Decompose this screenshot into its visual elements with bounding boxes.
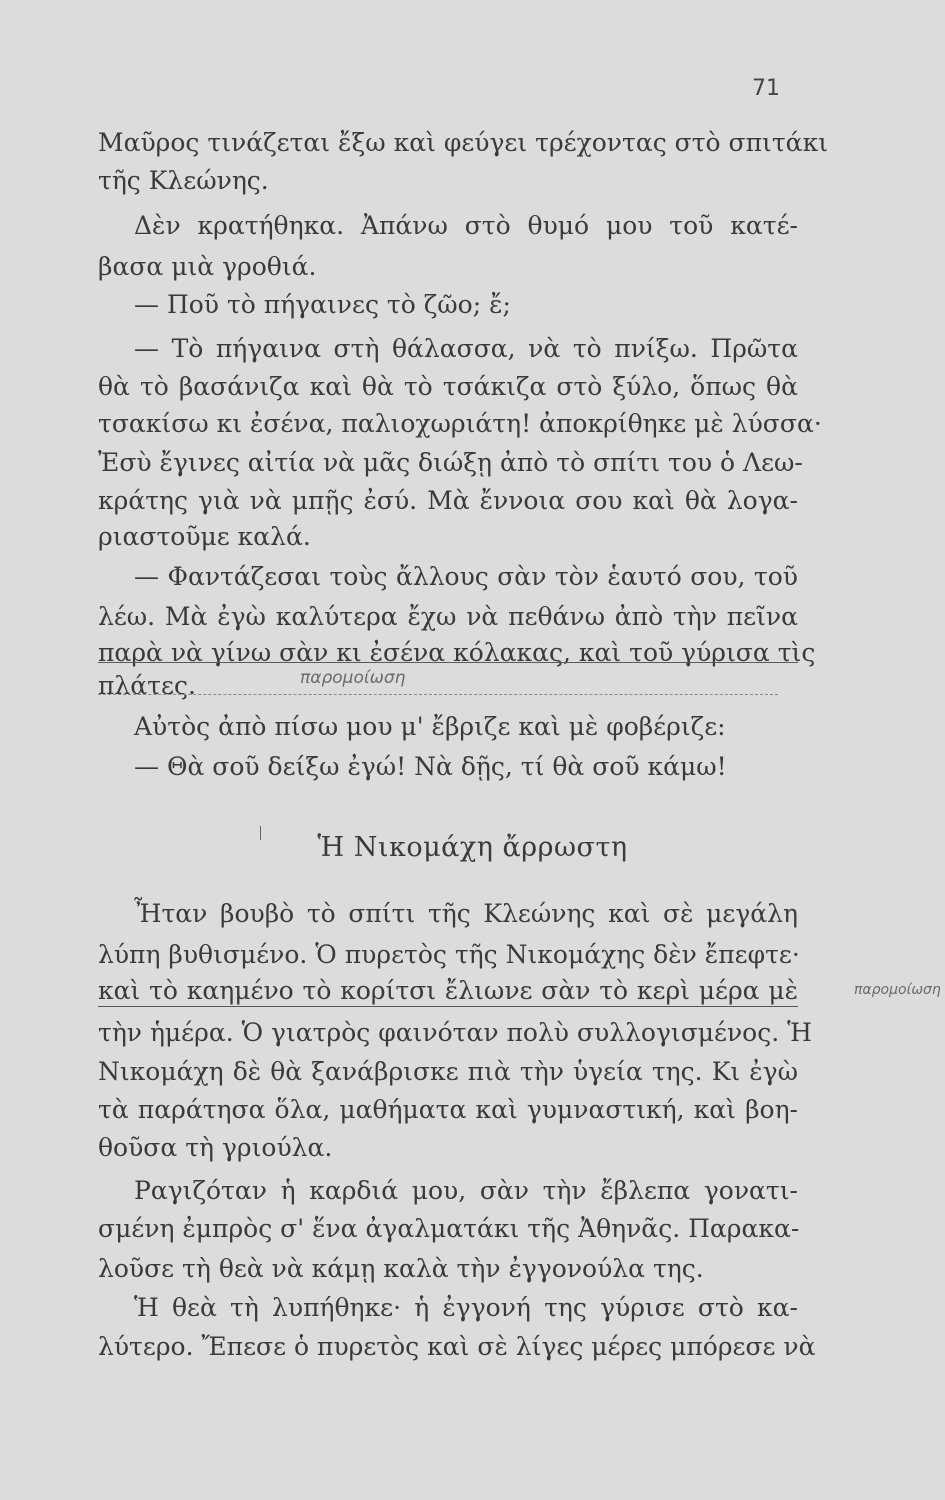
text-line: Μαῦρος τινάζεται ἔξω καὶ φεύγει τρέχοντας στὸ σπιτάκι [98,128,828,157]
text-line: Ραγιζόταν ἡ καρδιά μου, σὰν τὴν ἔβλεπα γονατι- [134,1176,798,1205]
text-line: Ἐσὺ ἔγινες αἰτία νὰ μᾶς διώξῃ ἀπὸ τὸ σπίτι του ὁ Λεω- [98,448,803,477]
text-line: λοῦσε τὴ θεὰ νὰ κάμῃ καλὰ τὴν ἐγγονούλα της. [98,1254,704,1283]
text-line: θὰ τὸ βασάνιζα καὶ θὰ τὸ τσάκιζα στὸ ξύλο, ὅπως θὰ [98,372,798,401]
underline-rule [98,694,778,695]
text-line: κράτης γιὰ νὰ μπῇς ἐσύ. Μὰ ἔννοια σου καὶ θὰ λογα- [98,486,798,515]
text-line: — Τὸ πήγαινα στὴ θάλασσα, νὰ τὸ πνίξω. Πρῶτα [134,334,798,363]
text-line: σμένη ἐμπρὸς σ' ἕνα ἀγαλματάκι τῆς Ἀθηνᾶς. Παρακα- [98,1214,800,1243]
text-line: Ἦταν βουβὸ τὸ σπίτι τῆς Κλεώνης καὶ σὲ μεγάλη [134,899,798,928]
text-line: Νικομάχη δὲ θὰ ξανάβρισκε πιὰ τὴν ὑγεία της. Κι ἐγὼ [98,1057,798,1086]
text-line: Ἡ θεὰ τὴ λυπήθηκε· ἡ ἐγγονή της γύρισε στὸ κα- [134,1293,798,1322]
text-line: τὰ παράτησα ὅλα, μαθήματα καὶ γυμναστική, καὶ βοη- [98,1095,798,1124]
margin-note: παρομοίωση [300,668,406,688]
text-line: Δὲν κρατήθηκα. Ἀπάνω στὸ θυμό μου τοῦ κατέ- [134,211,798,240]
text-line: πλάτες. [98,671,196,700]
text-line: — Ποῦ τὸ πήγαινες τὸ ζῶο; ἔ; [134,290,511,319]
text-line: τσακίσω κι ἐσένα, παλιοχωριάτη! ἀποκρίθηκε μὲ λύσσα· [98,409,822,438]
text-line: τὴν ἡμέρα. Ὁ γιατρὸς φαινόταν πολὺ συλλογισμένος. Ἡ [98,1018,812,1047]
text-line: τῆς Κλεώνης. [98,166,269,195]
text-line: λύτερο. Ἔπεσε ὁ πυρετὸς καὶ σὲ λίγες μέρες μπόρεσε νὰ [98,1332,816,1361]
text-line: λέω. Μὰ ἐγὼ καλύτερα ἔχω νὰ πεθάνω ἀπὸ τὴν πεῖνα [98,602,798,631]
text-line: λύπη βυθισμένο. Ὁ πυρετὸς τῆς Νικομάχης δὲν ἔπεφτε· [98,940,800,969]
text-line: θοῦσα τὴ γριούλα. [98,1133,333,1162]
text-line: βασα μιὰ γροθιά. [98,252,317,281]
underline-rule [98,662,798,663]
text-line: — Φαντάζεσαι τοὺς ἄλλους σὰν τὸν ἑαυτό σου, τοῦ [134,562,798,591]
page-number: 71 [752,76,780,101]
section-heading: Ἡ Νικομάχη ἄρρωστη [317,832,628,863]
text-line: παρὰ νὰ γίνω σὰν κι ἐσένα κόλακας, καὶ τοῦ γύρισα τὶς [98,638,816,667]
text-line: ριαστοῦμε καλά. [98,522,311,551]
margin-note: παρομοίωση [854,982,941,998]
text-line: Αὐτὸς ἀπὸ πίσω μου μ' ἔβριζε καὶ μὲ φοβέριζε: [134,712,726,741]
text-line: καὶ τὸ καημένο τὸ κορίτσι ἔλιωνε σὰν τὸ κερὶ μέρα μὲ [98,976,798,1005]
text-line: — Θὰ σοῦ δείξω ἐγώ! Νὰ δῇς, τί θὰ σοῦ κάμω! [134,752,727,781]
underline-rule [98,1006,798,1007]
